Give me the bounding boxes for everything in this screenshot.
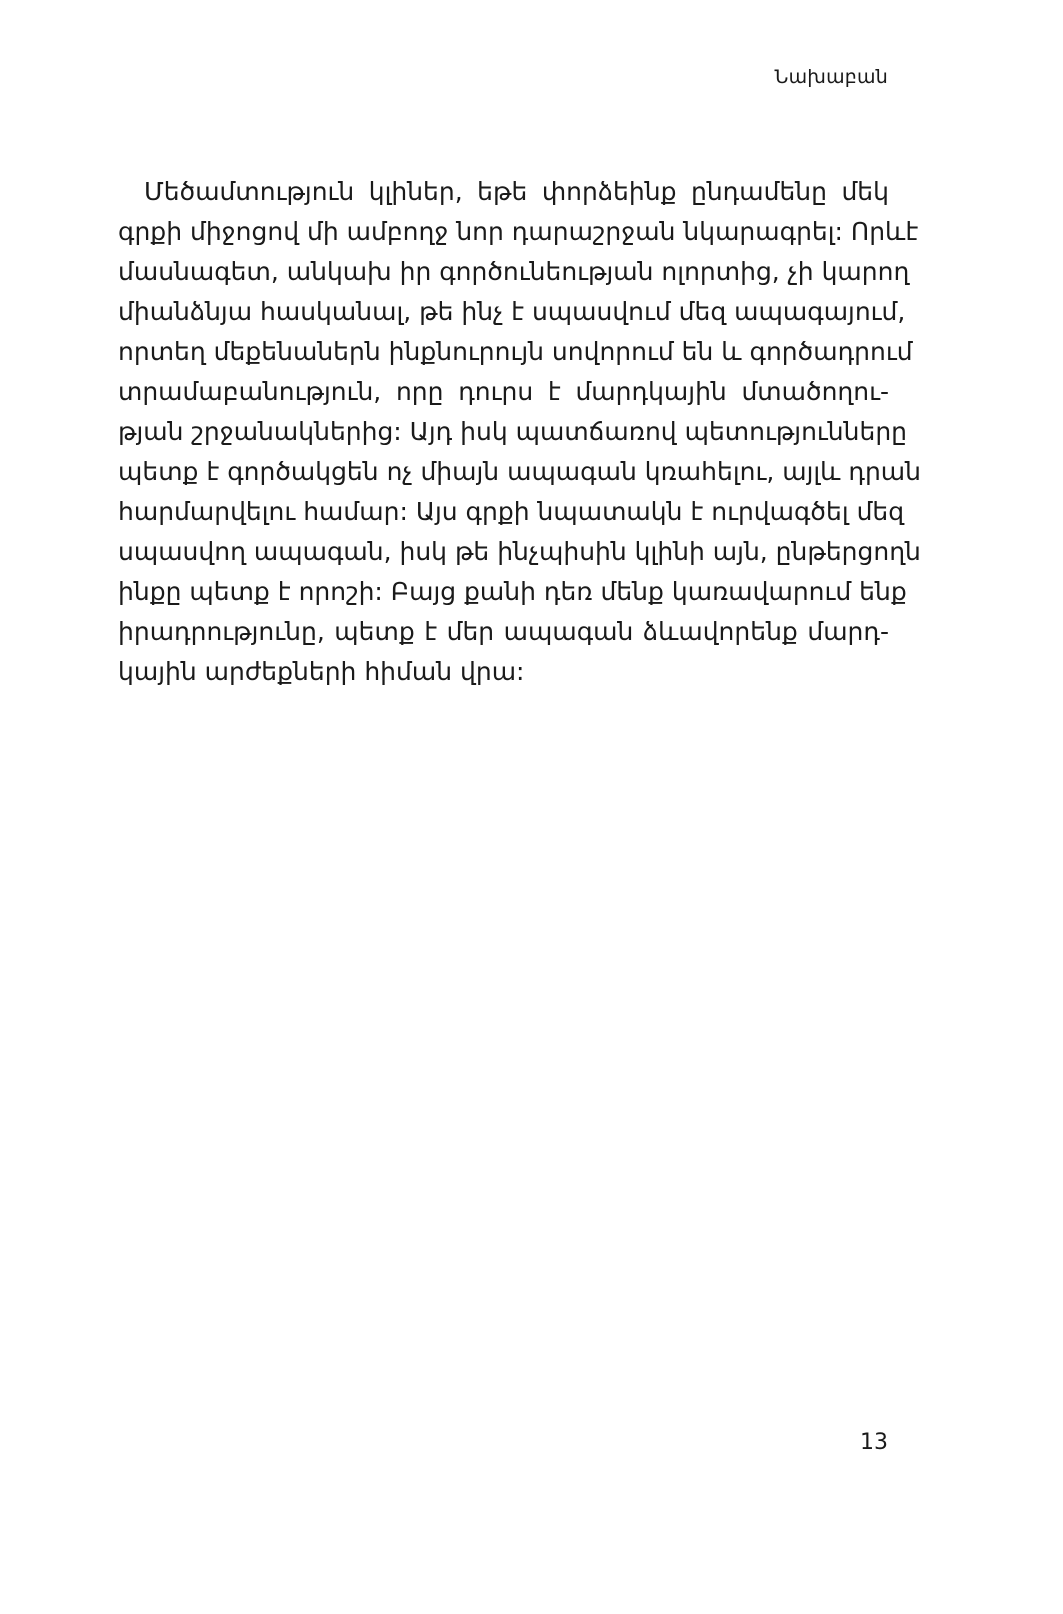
running-header: Նախաբան xyxy=(774,66,888,88)
paragraph-line: գրքի միջոցով մի ամբողջ նոր դարաշրջան նկարագրել: Որևէ xyxy=(118,217,919,246)
paragraph-line: իրադրությունը, պետք է մեր ապագան ձևավորենք մարդ- xyxy=(118,617,889,646)
paragraph-line: կային արժեքների հիման վրա: xyxy=(118,657,525,686)
body-paragraph xyxy=(118,172,922,692)
paragraph-line: միանձնյա հասկանալ, թե ինչ է սպասվում մեզ ապագայում, xyxy=(118,297,906,326)
page-number: 13 xyxy=(860,1430,888,1455)
paragraph-line: սպասվող ապագան, իսկ թե ինչպիսին կլինի այն, ընթերցողն xyxy=(118,537,921,566)
paragraph-line: թյան շրջանակներից: Այդ իսկ պատճառով պետությունները xyxy=(118,417,908,446)
paragraph-line: տրամաբանություն, որը դուրս է մարդկային մտածողու- xyxy=(118,377,889,406)
paragraph-line: հարմարվելու համար: Այս գրքի նպատակն է ուրվագծել մեզ xyxy=(118,497,905,526)
paragraph-line: մասնագետ, անկախ իր գործունեության ոլորտից, չի կարող xyxy=(118,257,910,286)
paragraph-line: որտեղ մեքենաներն ինքնուրույն սովորում են և գործադրում xyxy=(118,337,913,366)
paragraph-line: ինքը պետք է որոշի: Բայց քանի դեռ մենք կառավարում ենք xyxy=(118,577,907,606)
paragraph-line: Մեծամտություն կլիներ, եթե փորձեինք ընդամենը մեկ xyxy=(144,177,889,206)
paragraph-line: պետք է գործակցեն ոչ միայն ապագան կռահելու, այլև դրան xyxy=(118,457,922,486)
